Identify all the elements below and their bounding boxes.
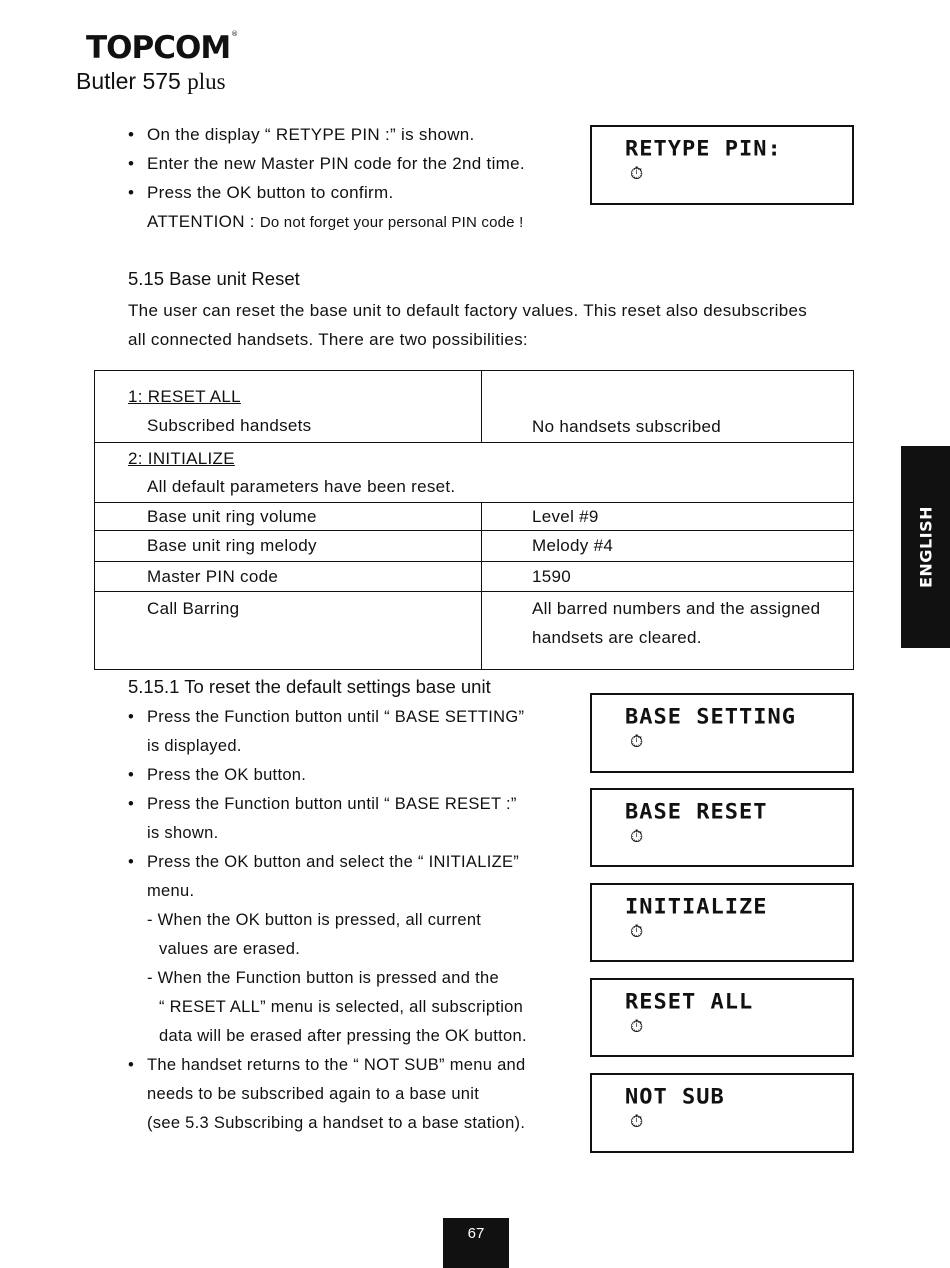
list-item: • Press the Function button until “ BASE RESET :” <box>128 795 517 813</box>
instruction-list <box>128 703 527 1138</box>
page-number: 67 <box>443 1218 509 1268</box>
reset-all-value: No handsets subscribed <box>482 371 854 443</box>
handset-icon: ⏱ <box>630 164 644 184</box>
list-item: • On the display “ RETYPE PIN :” is shown. <box>128 125 475 144</box>
handset-icon: ⏱ <box>630 732 644 752</box>
list-item: • Press the OK button. <box>128 766 307 784</box>
section-heading: 5.15 Base unit Reset <box>128 268 300 289</box>
language-label: ENGLISH <box>916 505 935 589</box>
table-cell: Base unit ring melody <box>95 531 482 562</box>
lcd-text: INITIALIZE <box>625 895 768 920</box>
lcd-text: RETYPE PIN: <box>625 137 782 162</box>
lcd-display-reset-all <box>590 978 854 1057</box>
paragraph-line: all connected handsets. There are two possibilities: <box>128 330 528 349</box>
sub-item-continuation: values are erased. <box>159 940 301 958</box>
table-cell: Master PIN code <box>95 562 482 592</box>
sub-item-continuation: data will be erased after pressing the OK button. <box>159 1027 527 1045</box>
lcd-display-base-setting <box>590 693 854 773</box>
table-cell: Level #9 <box>482 503 854 531</box>
table-cell <box>482 592 854 670</box>
lcd-display-initialize <box>590 883 854 962</box>
attention-note: ATTENTION : Do not forget your personal PIN code ! <box>147 212 524 231</box>
handset-icon: ⏱ <box>630 1112 644 1132</box>
table-row <box>95 443 854 503</box>
list-item: • The handset returns to the “ NOT SUB” menu and <box>128 1056 526 1074</box>
call-barring-value-line: All barred numbers and the assigned <box>532 599 821 618</box>
table-row <box>95 531 854 562</box>
lcd-text: BASE SETTING <box>625 705 796 730</box>
list-item: • Enter the new Master PIN code for the 2nd time. <box>128 154 525 173</box>
handset-icon: ⏱ <box>630 1017 644 1037</box>
reset-all-item: Subscribed handsets <box>147 416 312 435</box>
list-item-continuation: (see 5.3 Subscribing a handset to a base station). <box>147 1114 526 1132</box>
initialize-note: All default parameters have been reset. <box>147 477 456 496</box>
lcd-text: BASE RESET <box>625 800 768 825</box>
initialize-cell <box>95 443 854 503</box>
list-item-continuation: is shown. <box>147 824 219 842</box>
topcom-logo: TOPCOM® <box>86 30 238 66</box>
handset-icon: ⏱ <box>630 827 644 847</box>
table-cell: Melody #4 <box>482 531 854 562</box>
section-paragraph <box>128 296 807 354</box>
lcd-text: RESET ALL <box>625 990 754 1015</box>
lcd-display-base-reset <box>590 788 854 867</box>
initialize-label: 2: INITIALIZE <box>128 449 235 468</box>
table-row <box>95 592 854 670</box>
list-item: • Press the Function button until “ BASE SETTING” <box>128 708 525 726</box>
sub-item-continuation: “ RESET ALL” menu is selected, all subscription <box>159 998 524 1016</box>
lcd-display-not-sub <box>590 1073 854 1153</box>
table-cell: Base unit ring volume <box>95 503 482 531</box>
table-row <box>95 562 854 592</box>
handset-icon: ⏱ <box>630 922 644 942</box>
list-item-continuation: is displayed. <box>147 737 242 755</box>
lcd-display-retype-pin <box>590 125 854 205</box>
call-barring-value-line: handsets are cleared. <box>532 628 702 647</box>
reset-all-cell <box>95 371 482 443</box>
list-item-continuation: menu. <box>147 882 195 900</box>
intro-bullet-list <box>128 120 525 237</box>
table-row <box>95 503 854 531</box>
lcd-text: NOT SUB <box>625 1085 725 1110</box>
language-tab <box>901 446 950 648</box>
reset-table <box>94 370 854 670</box>
sub-item: - When the Function button is pressed and the <box>147 969 499 987</box>
table-row <box>95 371 854 443</box>
sub-item: - When the OK button is pressed, all current <box>147 911 482 929</box>
list-item-continuation: needs to be subscribed again to a base unit <box>147 1085 480 1103</box>
subsection-heading: 5.15.1 To reset the default settings base unit <box>128 676 491 697</box>
paragraph-line: The user can reset the base unit to default factory values. This reset also desubscribes <box>128 301 808 320</box>
product-title: Butler 575 plus <box>76 68 226 94</box>
reset-all-label: 1: RESET ALL <box>128 387 241 406</box>
table-cell: 1590 <box>482 562 854 592</box>
list-item: • Press the OK button and select the “ INITIALIZE” <box>128 853 520 871</box>
list-item: • Press the OK button to confirm. <box>128 183 394 202</box>
table-cell: Call Barring <box>95 592 482 670</box>
